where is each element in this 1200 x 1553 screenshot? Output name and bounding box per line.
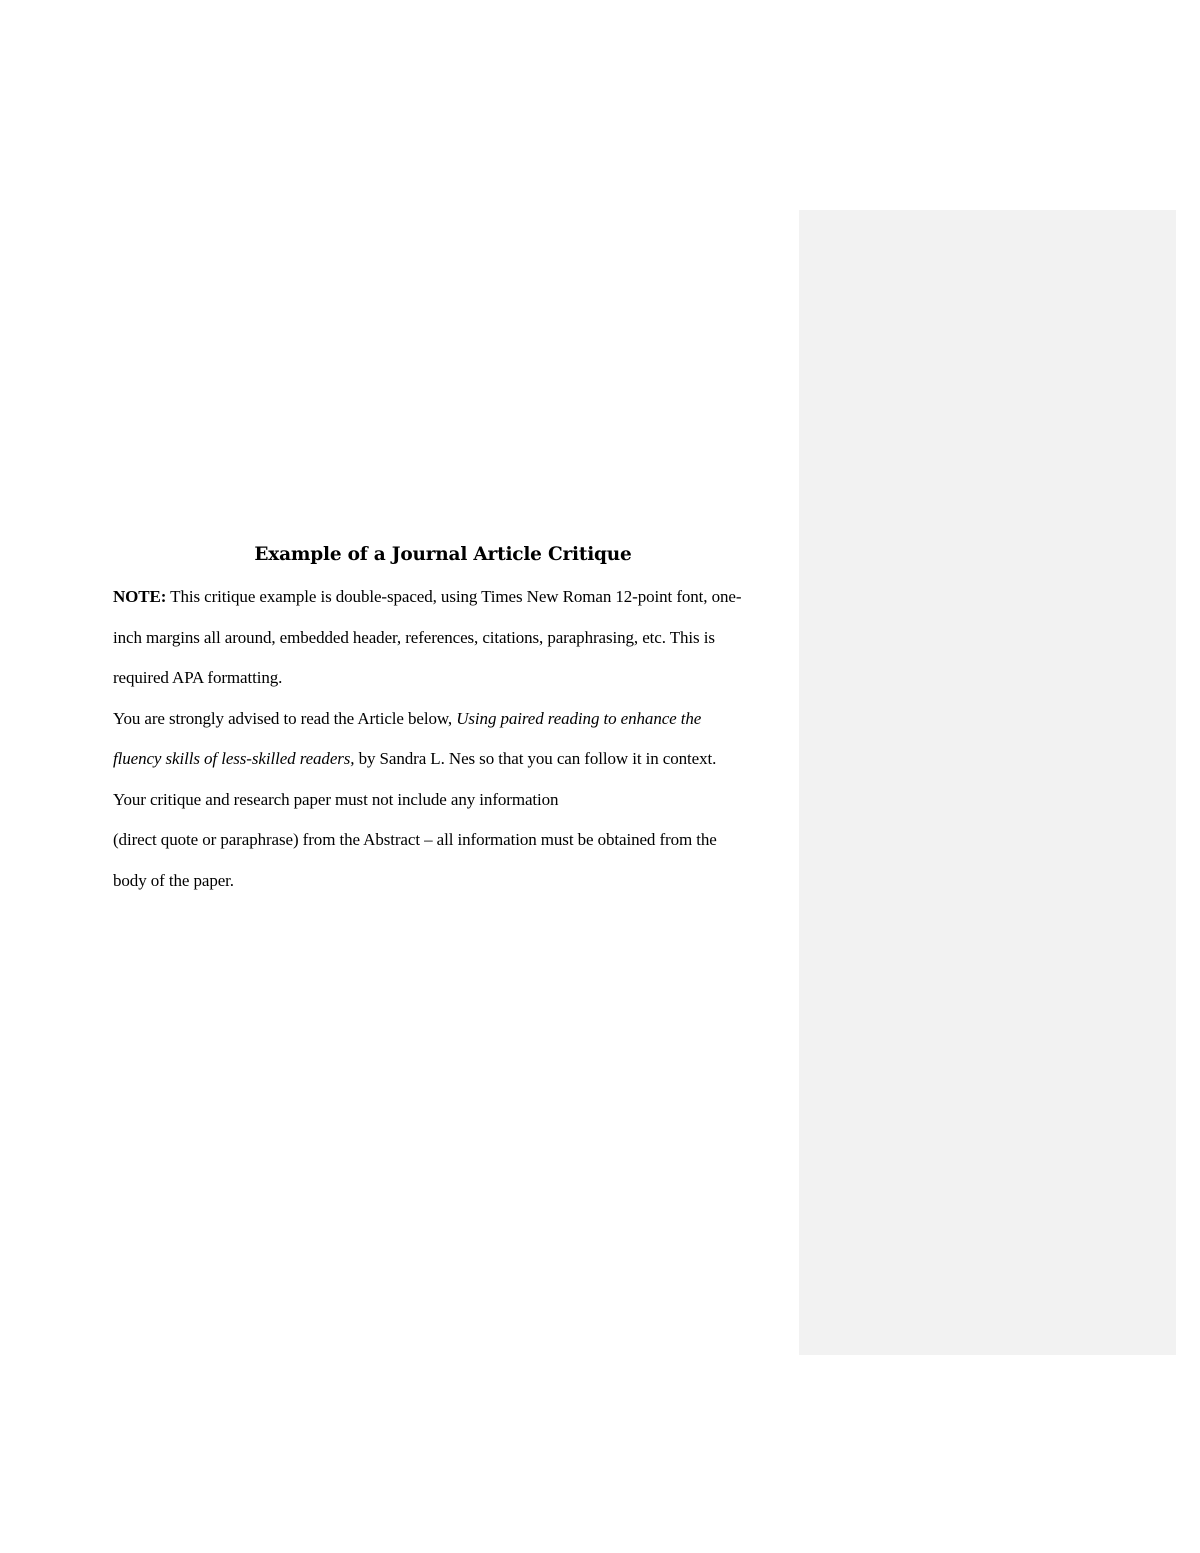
- article-title-part-1: Using paired reading to enhance the: [456, 708, 702, 728]
- closing-line-3: body of the paper.: [113, 870, 234, 890]
- document-body: [113, 539, 773, 901]
- note-text-1: This critique example is double-spaced, using Times New Roman 12-point font, one-: [166, 587, 742, 606]
- note-line-2: inch margins all around, embedded header, references, citations, paraphrasing, etc. This is: [113, 627, 715, 647]
- note-line-3: required APA formatting.: [113, 668, 283, 687]
- advice-line-2: [113, 739, 773, 780]
- article-title-part-2: fluency skills of less-skilled readers,: [113, 749, 355, 768]
- advice-prefix: You are strongly advised to read the Article below,: [113, 708, 457, 728]
- closing-line-1: Your critique and research paper must not include any information: [113, 789, 559, 809]
- document-title: Example of a Journal Article Critique: [254, 544, 632, 565]
- closing-line-2: (direct quote or paraphrase) from the Abstract – all information must be obtained from the: [113, 830, 717, 849]
- note-line-1: [113, 577, 773, 618]
- note-label: NOTE:: [113, 587, 167, 606]
- advice-suffix: by Sandra L. Nes so that you can follow it in context.: [354, 749, 717, 768]
- comment-pane: [799, 210, 1176, 1355]
- advice-line-1: [113, 699, 773, 740]
